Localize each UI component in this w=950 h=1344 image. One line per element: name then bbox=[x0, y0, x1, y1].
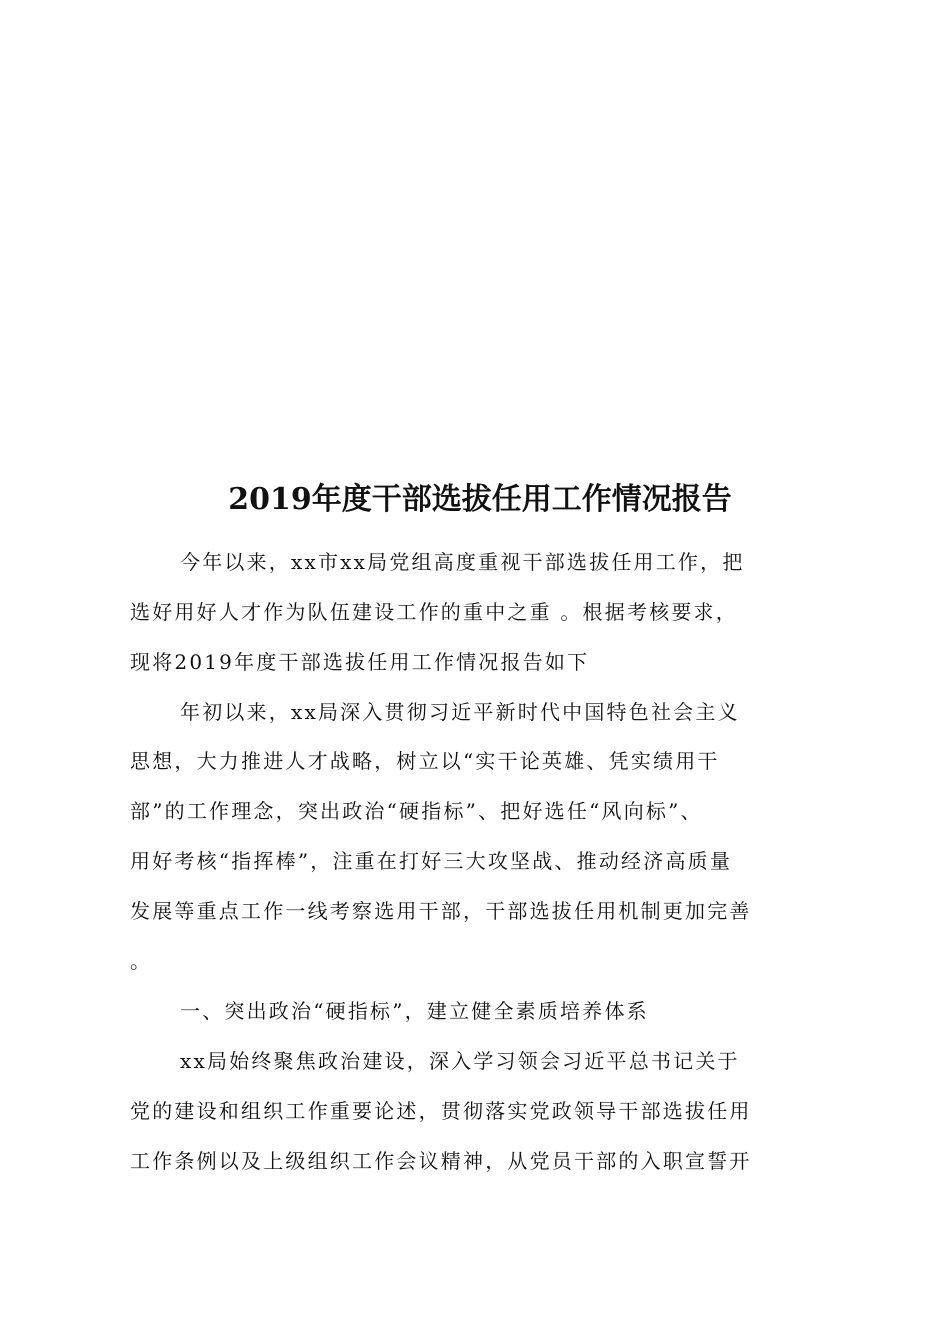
paragraph-1-line-1: 今年以来，xx市xx局党组高度重视干部选拔任用工作，把 bbox=[180, 550, 745, 574]
paragraph-2-line-5: 发展等重点工作一线考察选用干部，干部选拔任用机制更加完善 bbox=[130, 899, 752, 923]
paragraph-2-line-4: 用好考核“指挥棒”，注重在打好三大攻坚战、推动经济高质量 bbox=[130, 849, 733, 873]
paragraph-3-line-2: 党的建设和组织工作重要论述，贯彻落实党政领导干部选拔任用 bbox=[130, 1099, 752, 1123]
paragraph-3-line-1: xx局始终聚焦政治建设，深入学习领会习近平总书记关于 bbox=[180, 1049, 740, 1073]
paragraph-2-line-6: 。 bbox=[130, 949, 153, 973]
paragraph-2-line-2: 思想，大力推进人才战略，树立以“实干论英雄、凭实绩用干 bbox=[130, 749, 720, 773]
paragraph-2-line-1: 年初以来，xx局深入贯彻习近平新时代中国特色社会主义 bbox=[180, 700, 740, 724]
paragraph-1-line-3: 现将2019年度干部选拔任用工作情况报告如下 bbox=[130, 650, 590, 674]
paragraph-2-line-3: 部”的工作理念，突出政治“硬指标”、把好选任“风向标”、 bbox=[130, 799, 703, 823]
section-heading-1: 一、突出政治“硬指标”，建立健全素质培养体系 bbox=[180, 999, 649, 1023]
paragraph-1-line-2: 选好用好人才作为队伍建设工作的重中之重 。根据考核要求， bbox=[130, 600, 738, 624]
document-title: 2019年度干部选拔任用工作情况报告 bbox=[228, 482, 732, 517]
paragraph-3-line-3: 工作条例以及上级组织工作会议精神，从党员干部的入职宣誓开 bbox=[130, 1149, 752, 1173]
